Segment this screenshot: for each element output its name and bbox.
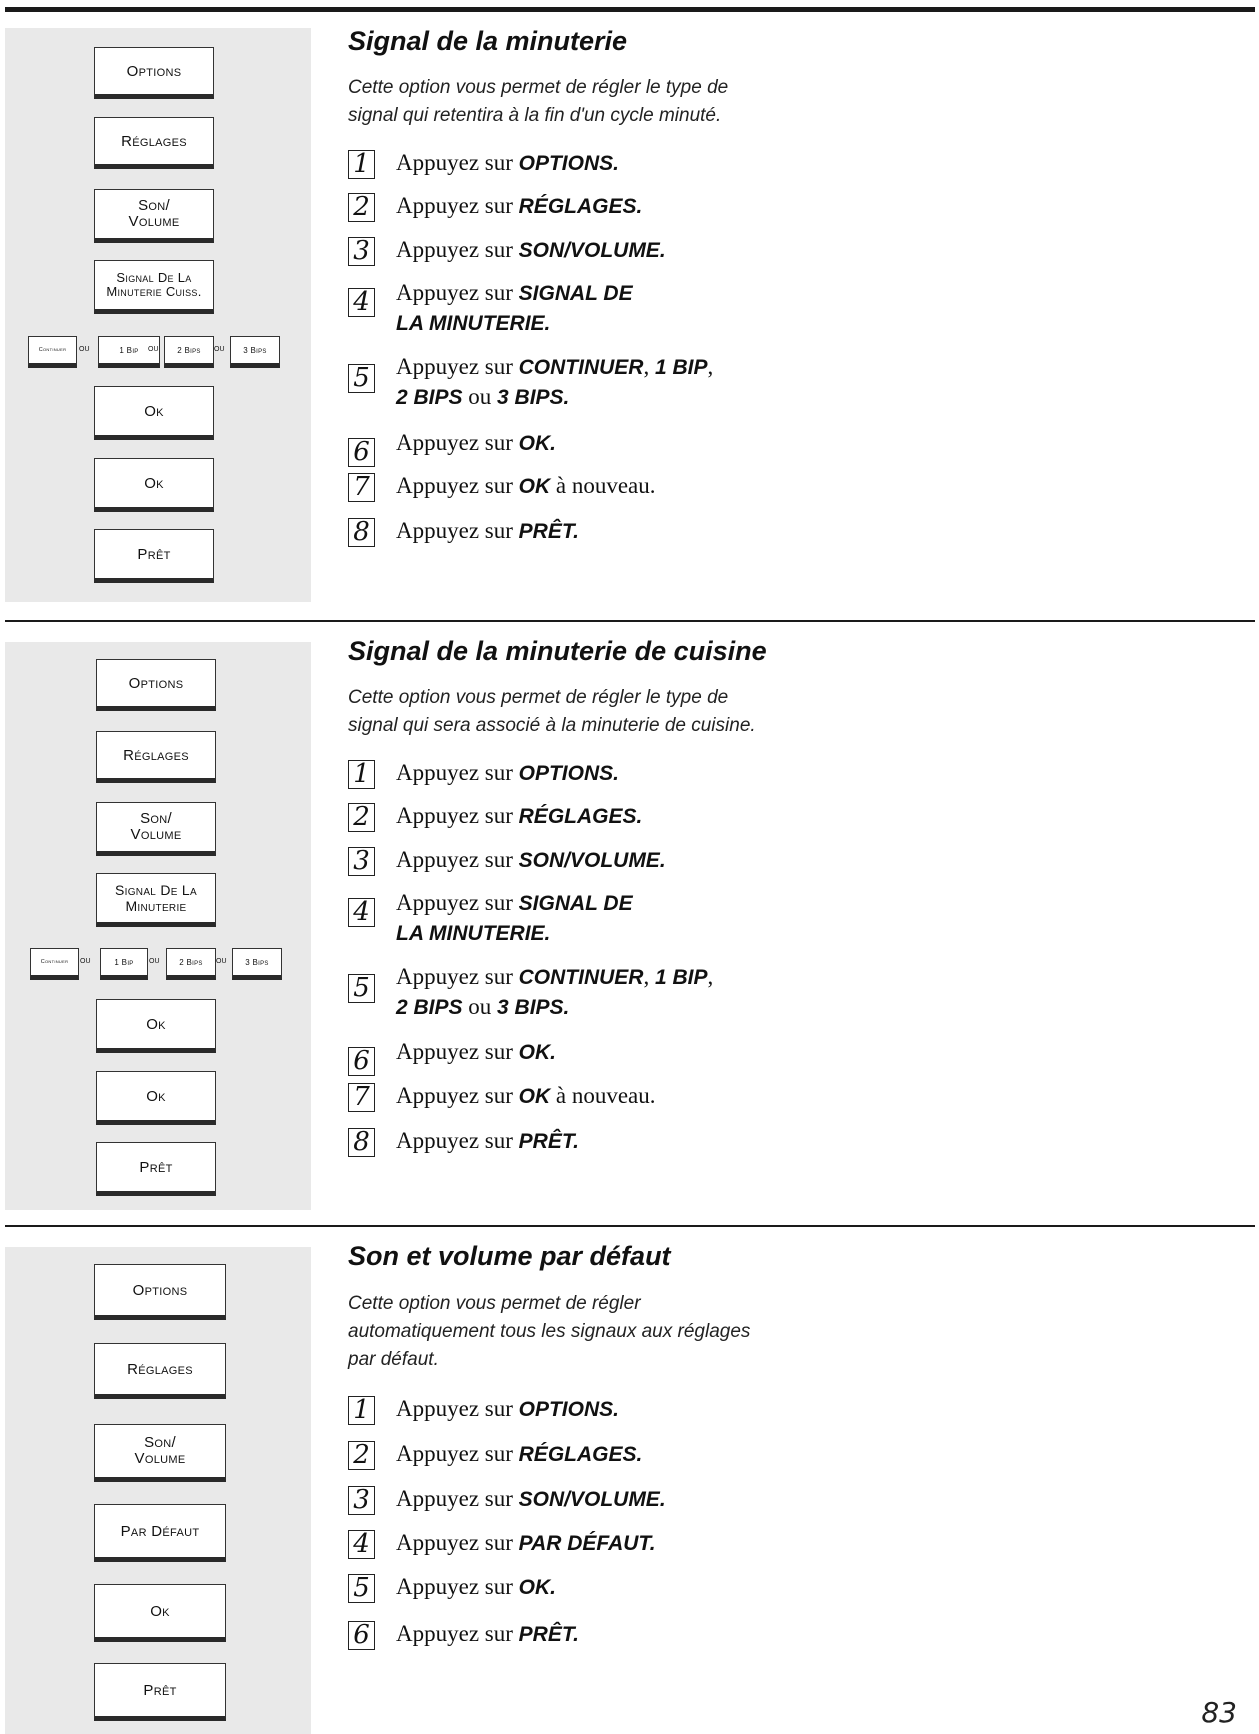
- step-number: 7: [348, 473, 375, 502]
- or-label: ou: [149, 955, 160, 966]
- step-number: 6: [348, 1047, 375, 1076]
- or-label: ou: [216, 955, 227, 966]
- or-label: ou: [80, 955, 91, 966]
- page-number: 83: [1201, 1696, 1237, 1729]
- ok-button[interactable]: Ok: [94, 1584, 226, 1642]
- par-defaut-button[interactable]: Par Défaut: [94, 1504, 226, 1562]
- ok-button[interactable]: Ok: [94, 386, 214, 440]
- reglages-button[interactable]: Réglages: [96, 731, 216, 783]
- step-number: 5: [348, 1574, 375, 1603]
- options-button[interactable]: Options: [94, 47, 214, 99]
- step-number: 5: [348, 364, 375, 393]
- continuer-button[interactable]: Continuer: [28, 336, 77, 368]
- section-description: Cette option vous permet de régler automatiquement tous les signaux aux réglages par défaut.: [348, 1293, 751, 1370]
- step-number: 2: [348, 193, 375, 222]
- pret-button[interactable]: Prêt: [94, 529, 214, 583]
- section-description: Cette option vous permet de régler le type de signal qui retentira à la fin d'un cycle minuté.: [348, 77, 729, 126]
- son-volume-button[interactable]: Son/ Volume: [96, 802, 216, 856]
- section-description: Cette option vous permet de régler le type de signal qui sera associé à la minuterie de cuisine.: [348, 687, 756, 736]
- top-rule: [5, 7, 1255, 12]
- options-button[interactable]: Options: [96, 659, 216, 711]
- step-number: 6: [348, 438, 375, 467]
- 2-bips-button[interactable]: 2 Bips: [166, 948, 216, 980]
- 1-bip-button[interactable]: 1 Bip: [98, 336, 160, 368]
- 3-bips-button[interactable]: 3 Bips: [230, 336, 280, 368]
- reglages-button[interactable]: Réglages: [94, 117, 214, 169]
- step-number: 3: [348, 847, 375, 876]
- step-number: 3: [348, 237, 375, 266]
- ok-button[interactable]: Ok: [94, 458, 214, 512]
- continuer-button[interactable]: Continuer: [30, 948, 79, 980]
- section-title: Son et volume par défaut: [348, 1241, 671, 1271]
- step-number: 4: [348, 898, 375, 927]
- signal-minuterie-button[interactable]: Signal De La Minuterie Cuiss.: [94, 260, 214, 314]
- pret-button[interactable]: Prêt: [96, 1142, 216, 1196]
- step-number: 2: [348, 803, 375, 832]
- ok-button[interactable]: Ok: [96, 1071, 216, 1125]
- pret-button[interactable]: Prêt: [94, 1663, 226, 1721]
- step-number: 4: [348, 288, 375, 317]
- or-label: ou: [148, 343, 159, 354]
- son-volume-button[interactable]: Son/ Volume: [94, 189, 214, 243]
- step-number: 1: [348, 150, 375, 179]
- or-label: ou: [214, 343, 225, 354]
- section-divider: [5, 620, 1255, 622]
- section-divider: [5, 1225, 1255, 1227]
- step-number: 8: [348, 518, 375, 547]
- step-number: 6: [348, 1621, 375, 1650]
- step-number: 1: [348, 1396, 375, 1425]
- 1-bip-button[interactable]: 1 Bip: [100, 948, 148, 980]
- 3-bips-button[interactable]: 3 Bips: [232, 948, 282, 980]
- section-title: Signal de la minuterie: [348, 26, 628, 56]
- reglages-button[interactable]: Réglages: [94, 1343, 226, 1399]
- section-title: Signal de la minuterie de cuisine: [348, 636, 767, 666]
- step-number: 7: [348, 1083, 375, 1112]
- signal-minuterie-button[interactable]: Signal De La Minuterie: [96, 873, 216, 927]
- 2-bips-button[interactable]: 2 Bips: [164, 336, 214, 368]
- options-button[interactable]: Options: [94, 1264, 226, 1320]
- button-panel: [5, 28, 311, 602]
- step-number: 5: [348, 974, 375, 1003]
- step-number: 1: [348, 760, 375, 789]
- ok-button[interactable]: Ok: [96, 999, 216, 1053]
- step-number: 8: [348, 1128, 375, 1157]
- step-number: 4: [348, 1530, 375, 1559]
- step-number: 2: [348, 1441, 375, 1470]
- button-panel: [5, 1247, 311, 1734]
- son-volume-button[interactable]: Son/ Volume: [94, 1424, 226, 1482]
- or-label: ou: [79, 343, 90, 354]
- step-number: 3: [348, 1486, 375, 1515]
